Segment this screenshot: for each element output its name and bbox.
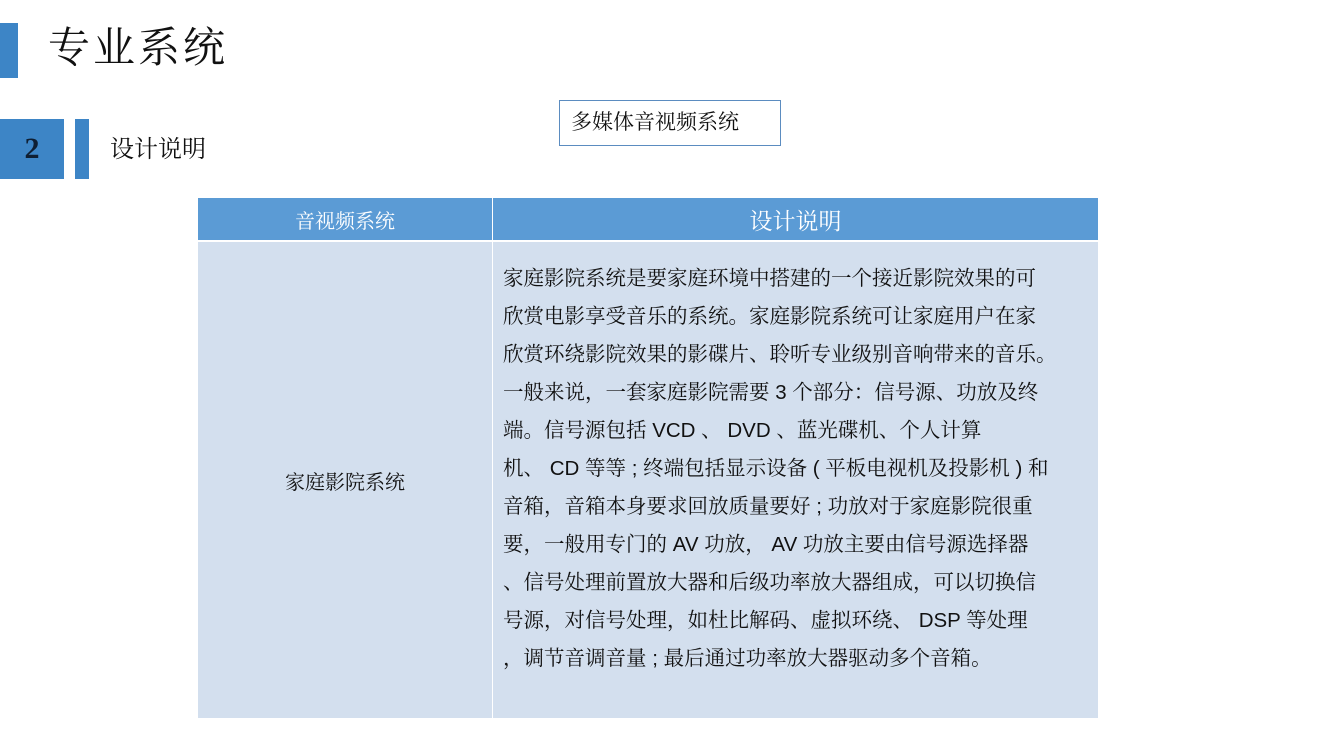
description-line: 机、 CD 等等 ; 终端包括显示设备 ( 平板电视机及投影机 ) 和 — [503, 457, 1049, 480]
table-cell-description — [493, 242, 1098, 718]
description-line: 欣赏环绕影院效果的影碟片、聆听专业级别音响带来的音乐。 — [503, 343, 1057, 366]
section-number-badge: 2 — [0, 119, 64, 179]
description-line: 音箱，音箱本身要求回放质量要好 ; 功放对于家庭影院很重 — [503, 495, 1033, 518]
table-header-system: 音视频系统 — [198, 198, 492, 240]
page-title: 专业系统 — [48, 23, 229, 72]
description-line: 一般来说，一套家庭影院需要 3 个部分：信号源、功放及终 — [503, 381, 1039, 404]
description-text — [503, 260, 1101, 678]
design-table — [198, 198, 1098, 718]
description-line: 欣赏电影享受音乐的系统。家庭影院系统可让家庭用户在家 — [503, 305, 1036, 328]
section-accent-bar — [75, 119, 89, 179]
description-line: ，调节音调音量 ; 最后通过功率放大器驱动多个音箱。 — [503, 647, 992, 670]
table-cell-system: 家庭影院系统 — [198, 242, 492, 718]
description-line: 、信号处理前置放大器和后级功率放大器组成，可以切换信 — [503, 571, 1036, 594]
table-header-description: 设计说明 — [493, 198, 1098, 240]
description-line: 家庭影院系统是要家庭环境中搭建的一个接近影院效果的可 — [503, 267, 1036, 290]
label-box-text: 多媒体音视频系统 — [571, 110, 739, 134]
description-line: 端。信号源包括 VCD 、 DVD 、蓝光碟机、个人计算 — [503, 419, 982, 442]
description-line: 要，一般用专门的 AV 功放， AV 功放主要由信号源选择器 — [503, 533, 1029, 556]
section-title: 设计说明 — [110, 135, 206, 163]
description-line: 号源，对信号处理，如杜比解码、虚拟环绕、 DSP 等处理 — [503, 609, 1028, 632]
title-accent-bar — [0, 23, 18, 78]
